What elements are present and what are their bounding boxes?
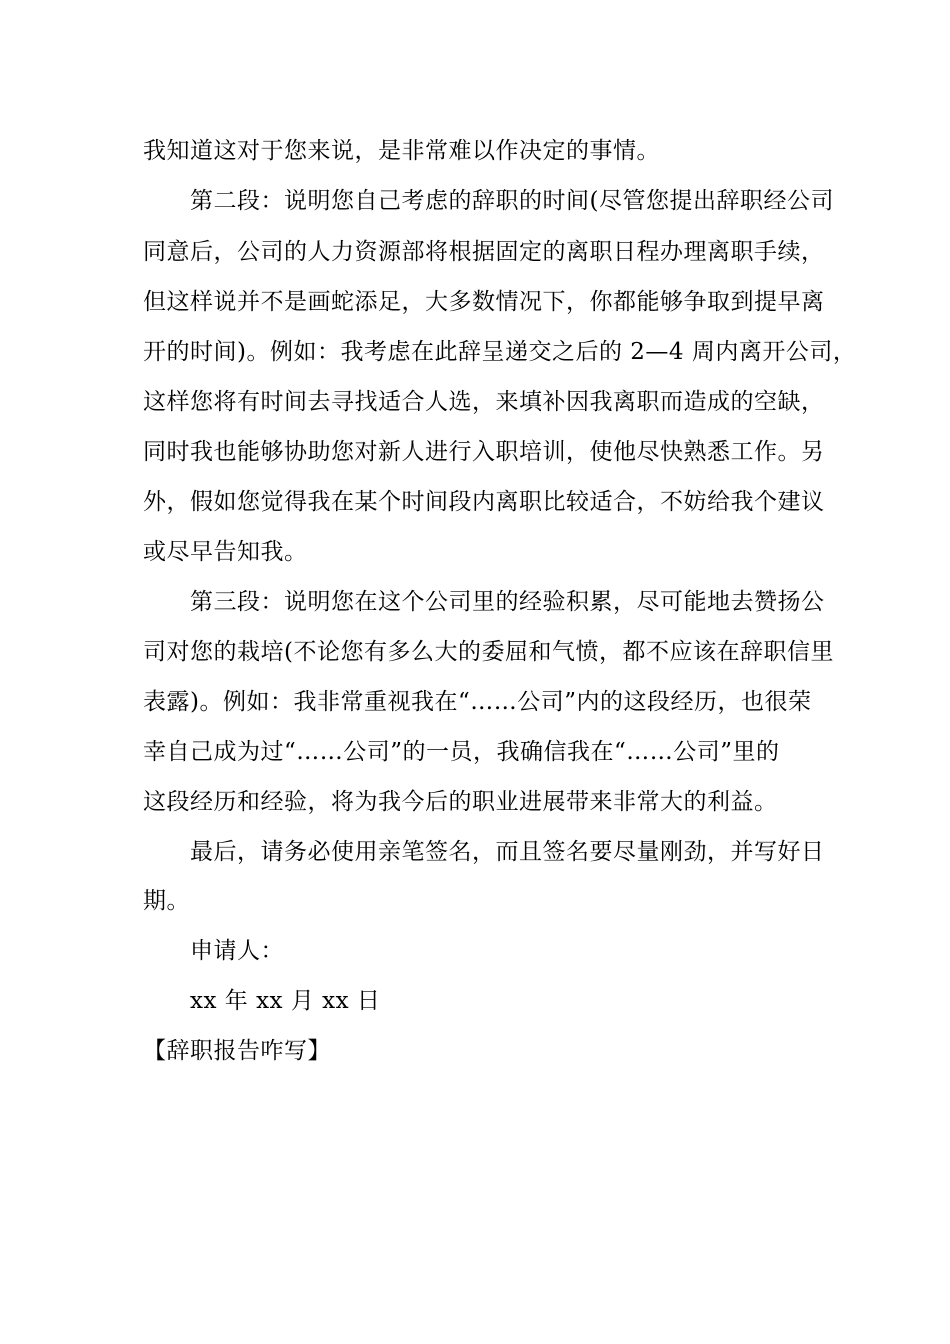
- paragraph-line: 开的时间)。例如：我考虑在此辞呈递交之后的 2—4 周内离开公司，: [143, 339, 857, 365]
- paragraph-line: 最后，请务必使用亲笔签名，而且签名要尽量刚劲，并写好日: [190, 839, 825, 865]
- paragraph-line: 第二段：说明您自己考虑的辞职的时间(尽管您提出辞职经公司: [190, 188, 834, 214]
- paragraph-line: 或尽早告知我。: [143, 539, 308, 565]
- paragraph-line: 我知道这对于您来说，是非常难以作决定的事情。: [143, 138, 660, 164]
- paragraph-line: 同时我也能够协助您对新人进行入职培训，使他尽快熟悉工作。另: [143, 439, 825, 465]
- paragraph-line: 期。: [143, 888, 190, 914]
- paragraph-line: 这样您将有时间去寻找适合人选，来填补因我离职而造成的空缺，: [143, 389, 825, 415]
- paragraph-line: 司对您的栽培(不论您有多么大的委屈和气愤，都不应该在辞职信里: [143, 639, 834, 665]
- paragraph-line: 这段经历和经验，将为我今后的职业进展带来非常大的利益。: [143, 789, 778, 815]
- paragraph-line: 外，假如您觉得我在某个时间段内离职比较适合，不妨给我个建议: [143, 489, 825, 515]
- date-line: xx 年 xx 月 xx 日: [190, 988, 381, 1014]
- section-heading: 【辞职报告咋写】: [143, 1038, 331, 1064]
- applicant-label: 申请人：: [190, 938, 284, 964]
- paragraph-line: 同意后，公司的人力资源部将根据固定的离职日程办理离职手续，: [143, 239, 825, 265]
- paragraph-line: 表露)。例如：我非常重视我在“……公司”内的这段经历，也很荣: [143, 689, 812, 715]
- paragraph-line: 第三段：说明您在这个公司里的经验积累，尽可能地去赞扬公: [190, 589, 825, 615]
- paragraph-line: 幸自己成为过“……公司”的一员，我确信我在“……公司”里的: [143, 739, 780, 765]
- paragraph-line: 但这样说并不是画蛇添足，大多数情况下，你都能够争取到提早离: [143, 289, 825, 315]
